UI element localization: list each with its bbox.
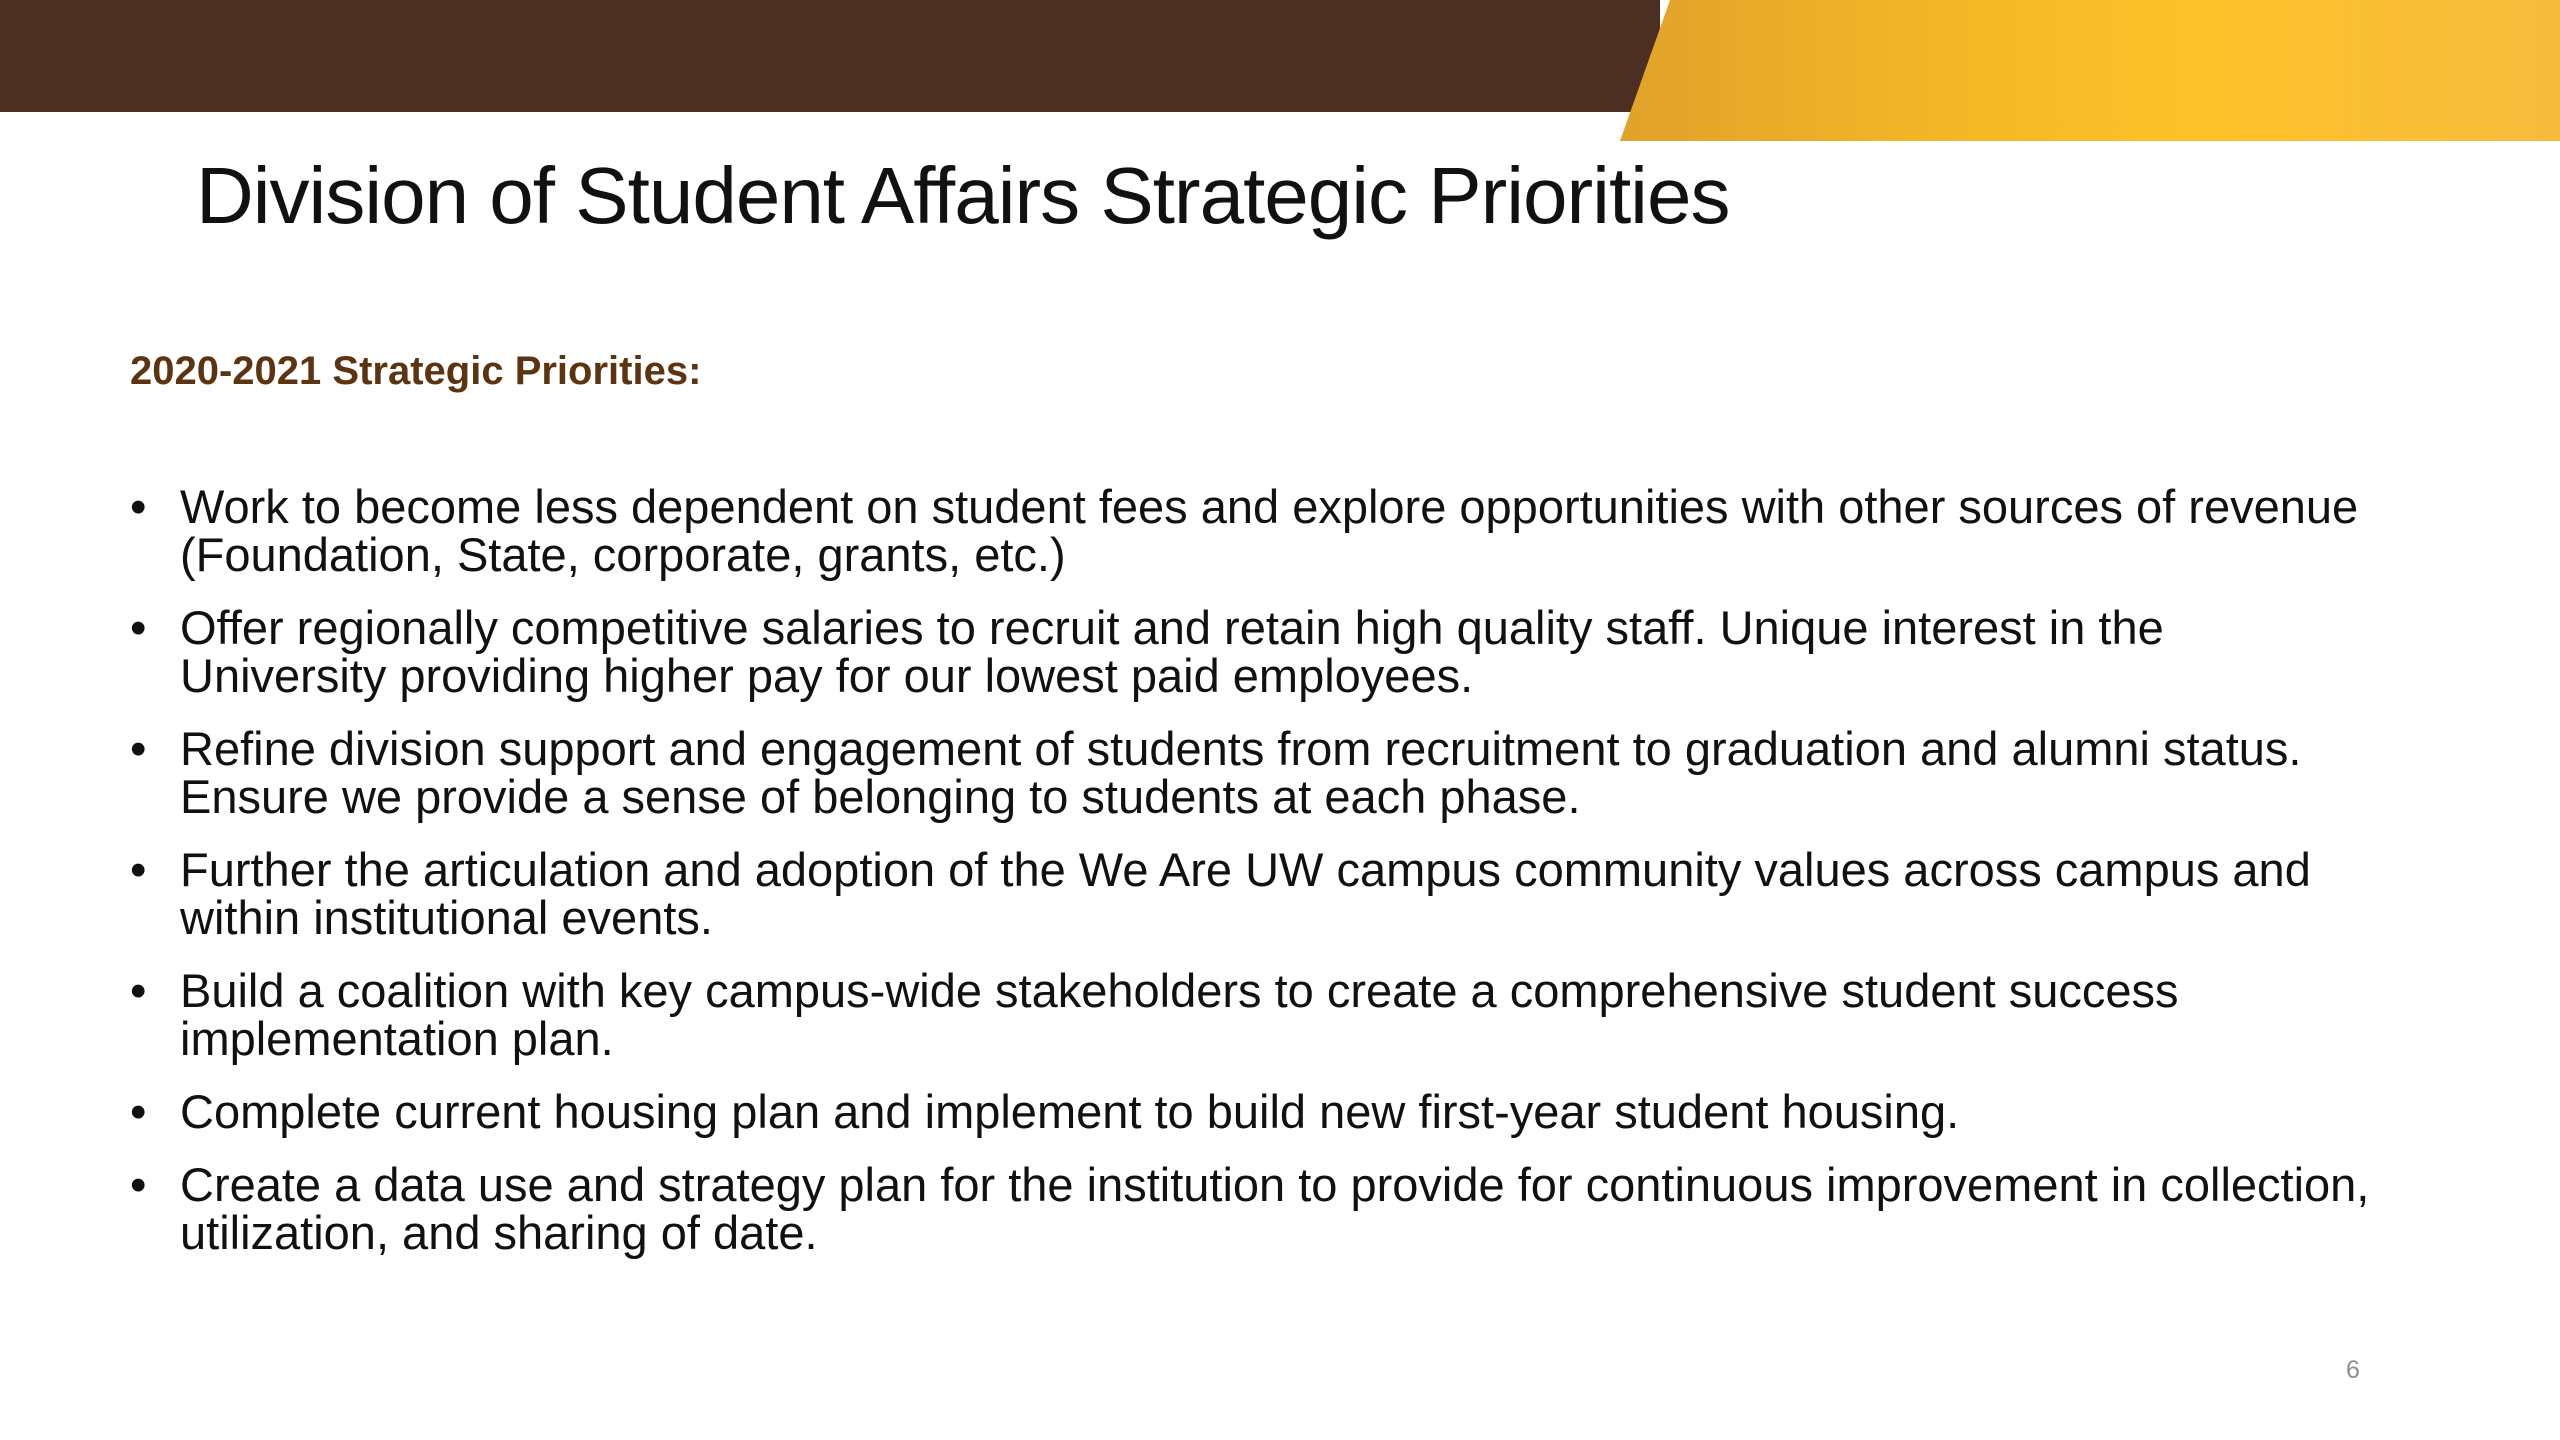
header-brown-band [0,0,1660,112]
page-number: 6 [2346,1356,2360,1384]
priorities-subheading: 2020-2021 Strategic Priorities: [130,349,702,393]
priority-item-data-plan: • Create a data use and strategy plan for the institution to provide for continuous improvement in collection, utilization, and sharing of date. [130,1161,2380,1257]
priority-item-community-values: • Further the articulation and adoption of the We Are UW campus community values across campus and within institutional events. [130,846,2380,942]
priority-item-salaries: • Offer regionally competitive salaries to recruit and retain high quality staff. Unique interest in the University providing higher pay for our lowest paid employees. [130,604,2380,700]
header-gold-band [1620,0,2560,141]
priority-item-revenue: • Work to become less dependent on student fees and explore opportunities with other sources of revenue (Foundation, State, corporate, grants, etc.) [130,483,2380,579]
priority-item-student-success: • Build a coalition with key campus-wide stakeholders to create a comprehensive student success implementation plan. [130,967,2380,1063]
priority-item-student-engagement: • Refine division support and engagement of students from recruitment to graduation and alumni status. Ensure we provide a sense of belonging to students at each phase. [130,725,2380,821]
slide-title: Division of Student Affairs Strategic Priorities [196,151,1730,240]
priority-item-housing: • Complete current housing plan and implement to build new first-year student housing. [130,1088,2380,1136]
priorities-bullet-list [130,480,2380,1282]
